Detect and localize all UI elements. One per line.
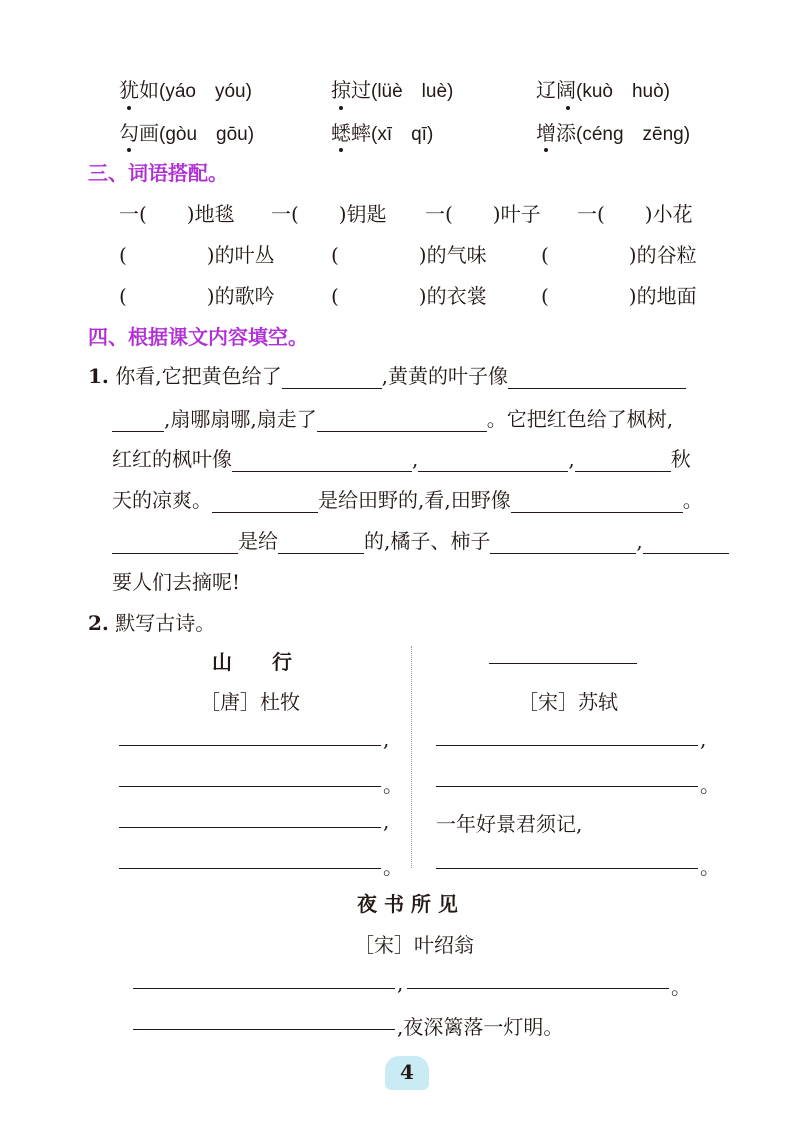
match-item[interactable]: 一( )小花 [577, 202, 693, 226]
blank[interactable] [490, 533, 636, 554]
pinyin-item-4: 勾画(gòu gōu) [119, 121, 255, 145]
match-item[interactable]: 一( )钥匙 [271, 202, 387, 226]
q1-line-2: ,扇哪扇哪,扇走了 。它把红色给了枫树, [112, 403, 673, 432]
punctuation: 。 [700, 773, 720, 797]
punctuation: , [700, 727, 707, 751]
punctuation: 。 [671, 975, 691, 999]
pinyin-item-6: 增添(céng zēng) [536, 121, 691, 145]
poem-blank[interactable] [407, 988, 669, 989]
q1-line-6: 要人们去摘呢! [112, 570, 241, 594]
pinyin-item-2: 掠过(lüè luè) [331, 78, 454, 102]
q1-line-4: 天的凉爽。 是给田野的,看,田野像 。 [112, 488, 703, 512]
punctuation: 。 [383, 773, 403, 797]
q2-number: 2. [88, 611, 109, 635]
emphasis-dot [339, 106, 343, 110]
page-number: 4 [400, 1060, 414, 1084]
q1-line-3: 红红的枫叶像 , , 秋 [112, 447, 691, 471]
blank[interactable] [643, 533, 729, 554]
punctuation: , [383, 809, 390, 833]
punctuation: , [383, 727, 390, 751]
poem-blank[interactable] [436, 786, 698, 787]
poem-bottom-title: 夜 书 所 见 [357, 892, 458, 916]
section-3-title: 三、词语搭配。 [88, 161, 228, 185]
blank[interactable] [212, 492, 318, 513]
poem-bottom-given-tail: ,夜深篱落一灯明。 [397, 1015, 564, 1039]
q1-line-1: 1. 你看,它把黄色给了 ,黄黄的叶子像 [88, 360, 686, 389]
q1-number: 1. [88, 364, 109, 388]
poem-blank[interactable] [119, 745, 381, 746]
poem-left-title: 山 行 [212, 650, 292, 674]
match-item[interactable]: ( )的叶丛 [119, 243, 275, 267]
blank[interactable] [418, 451, 568, 472]
blank[interactable] [317, 411, 487, 432]
poem-left-author: ［唐］杜牧 [200, 690, 300, 714]
poem-blank[interactable] [133, 1029, 395, 1030]
punctuation: , [397, 971, 404, 995]
match-item[interactable]: 一( )叶子 [425, 202, 541, 226]
emphasis-dot [127, 148, 131, 152]
poem-blank[interactable] [119, 786, 381, 787]
poem-blank[interactable] [119, 827, 381, 828]
blank[interactable] [278, 533, 364, 554]
pinyin-item-1: 犹如(yáo yóu) [119, 78, 252, 102]
poem-blank[interactable] [119, 868, 381, 869]
punctuation: 。 [700, 855, 720, 879]
poem-right-author: ［宋］苏轼 [518, 690, 618, 714]
punctuation: 。 [383, 855, 403, 879]
match-item[interactable]: ( )的歌吟 [119, 284, 275, 308]
match-item[interactable]: 一( )地毯 [119, 202, 235, 226]
blank[interactable] [575, 451, 671, 472]
match-item[interactable]: ( )的衣裳 [331, 284, 487, 308]
match-item[interactable]: ( )的地面 [541, 284, 697, 308]
pinyin-item-3: 辽阔(kuò huò) [536, 78, 670, 102]
emphasis-dot [339, 148, 343, 152]
q1-line-5: 是给 的,橘子、柿子 , [112, 525, 729, 554]
match-item[interactable]: ( )的谷粒 [541, 243, 697, 267]
column-divider [411, 646, 412, 868]
blank[interactable] [282, 368, 382, 389]
poem-right-given-line: 一年好景君须记, [436, 812, 583, 836]
blank[interactable] [511, 492, 683, 513]
emphasis-dot [544, 148, 548, 152]
poem-right-title-blank[interactable] [489, 663, 637, 664]
blank[interactable] [508, 368, 686, 389]
q2-line: 2. 默写古诗。 [88, 611, 216, 635]
poem-bottom-author: ［宋］叶绍翁 [354, 933, 474, 957]
blank[interactable] [112, 533, 238, 554]
blank[interactable] [232, 451, 412, 472]
poem-blank[interactable] [436, 745, 698, 746]
emphasis-dot [566, 106, 570, 110]
pinyin-item-5: 蟋蟀(xī qī) [331, 121, 434, 145]
poem-blank[interactable] [436, 868, 698, 869]
poem-blank[interactable] [133, 988, 395, 989]
match-item[interactable]: ( )的气味 [331, 243, 487, 267]
section-4-title: 四、根据课文内容填空。 [88, 325, 308, 349]
blank[interactable] [112, 411, 164, 432]
emphasis-dot [127, 106, 131, 110]
